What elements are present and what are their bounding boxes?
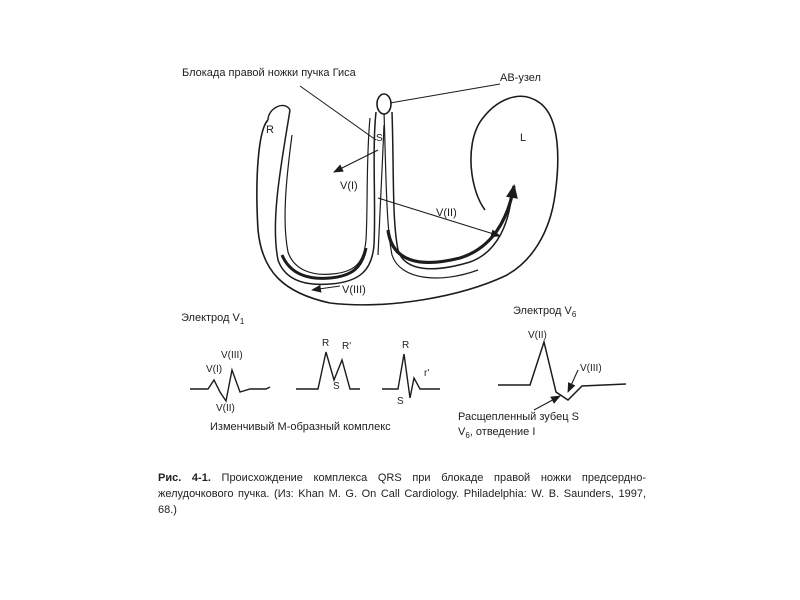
s-mark-label: S [376,133,383,144]
v6-split-s-arrow [534,396,560,410]
conduction-inner [285,118,370,274]
v1-c3-rprime-label: r' [424,368,430,379]
v3-vector-arrow [312,286,340,290]
v1-c3-s-label: S [397,396,404,407]
right-ventricle-label: R [266,124,274,136]
left-activation-arrow [388,186,514,262]
caption-fig-label: Рис. 4-1. [158,472,211,484]
v1-vector-label: V(I) [340,180,358,192]
left-branch-outer [392,112,512,269]
electrode-v6-title: Электрод $V_6$ [513,305,577,320]
bundle-block-leader [300,86,376,140]
v1-c1-v1-label: V(I) [206,364,223,375]
v3-vector-label: V(III) [342,284,366,296]
ecg-v6-complex [498,342,626,400]
bundle-block-label: Блокада правой ножки пучка Гиса [182,67,356,79]
caption-text: Происхождение комплекса QRS при блокаде правой ножки предсердно-желудочкового пучка. (Из: Khan M. G. On Call Cardiology. Philadelphia: W. B. Saunders, 1997, 68.) [158,472,646,516]
right-ventricle-top [268,105,290,120]
av-node-leader [390,84,500,103]
split-s-lead-note: $V_6$, отведение I [458,426,536,441]
av-node [377,94,391,114]
v1-vector-arrow [334,150,378,172]
av-node-label: АВ-узел [500,72,541,84]
v1-c2-r-label: R [322,338,330,349]
v1-c1-v2-label: V(II) [216,403,235,414]
electrode-v1-title: Электрод $V_1$ [181,312,245,327]
split-s-note: Расщепленный зубец S [458,411,579,423]
m-complex-note: Изменчивый М-образный комплекс [210,421,391,433]
v6-v2-label: V(II) [528,330,547,341]
v1-c1-v3-label: V(III) [221,350,243,361]
ecg-v1-complex-3 [382,354,440,398]
ecg-v1-complex-2 [296,352,360,389]
v2-vector-label: V(II) [436,207,457,219]
v6-v3-arrow [568,370,578,392]
v6-v3-label: V(III) [580,363,602,374]
left-ventricle-label: L [520,132,527,144]
v1-c2-s-label: S [333,381,340,392]
figure-caption [158,470,646,518]
ecg-v1-complex-1 [190,370,270,401]
v1-c2-rprime-label: R' [342,341,352,352]
v1-c3-r-label: R [402,340,410,351]
